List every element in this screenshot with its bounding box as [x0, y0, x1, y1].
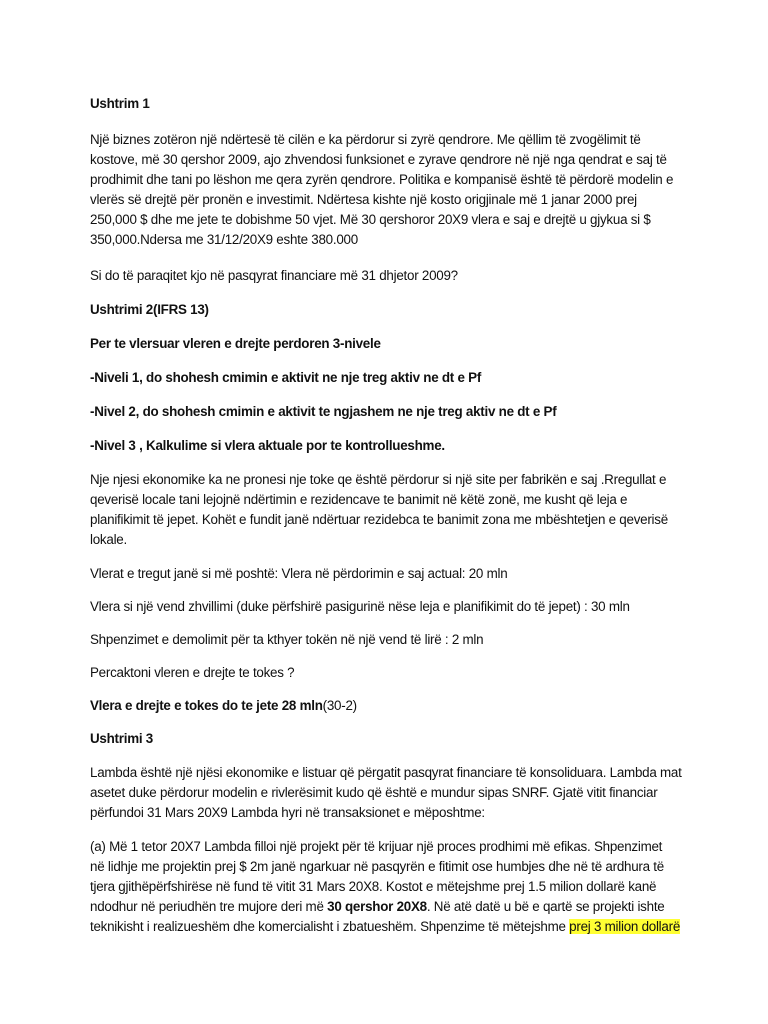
text-line — [90, 917, 680, 937]
exercise-1-paragraph — [90, 130, 680, 250]
text-segment: ndodhur në periudhën tre mujore deri më — [90, 899, 328, 914]
exercise-3-heading: Ushtrimi 3 — [90, 731, 153, 746]
text-line: lokale. — [90, 532, 127, 547]
exercise-3-item-a — [90, 837, 680, 937]
fair-value-level-1: -Niveli 1, do shohesh cmimin e aktivit ne nje treg aktiv ne dt e Pf — [90, 370, 482, 385]
fair-value-level-3: -Nivel 3 , Kalkulime si vlera aktuale por te kontrollueshme. — [90, 438, 445, 453]
exercise-2-question: Percaktoni vleren e drejte te tokes ? — [90, 665, 295, 680]
exercise-1-heading: Ushtrim 1 — [90, 96, 150, 111]
text-line: tjera gjithëpërfshirëse në fund të vitit 31 Mars 20X8. Kostot e mëtejshme prej 1.5 milion dollarë kanë — [90, 879, 657, 894]
exercise-1-question: Si do të paraqitet kjo në pasqyrat financiare më 31 dhjetor 2009? — [90, 268, 458, 283]
exercise-2-paragraph — [90, 470, 680, 550]
answer-bold-text: Vlera e drejte e tokes do te jete 28 mln — [90, 698, 323, 713]
text-line: vlerës së drejtë për pronën e investimit. Ndërtesa kishte një kosto origjinale më 1 janar 2000 prej — [90, 192, 637, 207]
text-line: (a) Më 1 tetor 20X7 Lambda filloi një projekt për të krijuar një proces prodhimi më efikas. Shpenzimet — [90, 839, 663, 854]
text-segment: . Në atë datë u bë e qartë se projekti ishte — [426, 899, 665, 914]
highlighted-text: prej 3 milion dollarë — [569, 919, 681, 934]
fair-value-level-2: -Nivel 2, do shohesh cmimin e aktivit te ngjashem ne nje treg aktiv ne dt e Pf — [90, 404, 557, 419]
text-line: Nje njesi ekonomike ka ne pronesi nje toke qe është përdorur si një site per fabrikën e saj .Rregullat e — [90, 472, 667, 487]
text-line: qeverisë locale tani lejojnë ndërtimin e rezidencave te banimit në këtë zonë, me kusht që leja e — [90, 492, 628, 507]
text-line: asetet duke përdorur modelin e rivlerësimit kudo që është e mundur sipas SNRF. Gjatë vitit financiar — [90, 785, 658, 800]
text-line: 350,000.Ndersa me 31/12/20X9 eshte 380.000 — [90, 232, 358, 247]
fair-value-levels-intro: Per te vlersuar vleren e drejte perdoren 3-nivele — [90, 336, 381, 351]
text-line: 250,000 $ dhe me jete te dobishme 50 vjet. Më 30 qershoror 20X9 vlera e saj e drejtë u gjykua si $ — [90, 212, 651, 227]
exercise-3-paragraph — [90, 763, 680, 823]
text-line: përfundoi 31 Mars 20X9 Lambda hyri në transaksionet e mëposhtme: — [90, 805, 485, 820]
text-line: në lidhje me projektin prej $ 2m janë ngarkuar në pasqyrën e fitimit ose humbjes dhe në të ardhura të — [90, 859, 664, 874]
document-body — [90, 94, 680, 951]
text-line: Lambda është një njësi ekonomike e listuar që përgatit pasqyrat financiare të konsoliduara. Lambda mat — [90, 765, 682, 780]
demolition-cost-line: Shpenzimet e demolimit për ta kthyer tokën në një vend të lirë : 2 mln — [90, 632, 484, 647]
exercise-2-answer — [90, 696, 680, 716]
exercise-2-heading: Ushtrimi 2(IFRS 13) — [90, 302, 209, 317]
text-line: kostove, më 30 qershor 2009, ajo zhvendosi funksionet e zyrave qendrore në një nga qendrat e saj të — [90, 152, 667, 167]
answer-formula: (30-2) — [322, 698, 357, 713]
market-values-line: Vlerat e tregut janë si më poshtë: Vlera në përdorimin e saj actual: 20 mln — [90, 566, 508, 581]
bold-date: 30 qershor 20X8 — [327, 899, 427, 914]
development-value-line: Vlera si një vend zhvillimi (duke përfshirë pasigurinë nëse leja e planifikimit do të jepet) : 30 mln — [90, 599, 630, 614]
text-line: Një biznes zotëron një ndërtesë të cilën e ka përdorur si zyrë qendrore. Me qëllim të zvogëlimit të — [90, 132, 641, 147]
text-line — [90, 897, 680, 917]
text-line: planifikimit të jepet. Kohët e fundit janë ndërtuar rezidebca te banimit zona me mbështetjen e qeverisë — [90, 512, 668, 527]
text-segment: teknikisht i realizueshëm dhe komercialisht i zbatueshëm. Shpenzime të mëtejshme — [90, 919, 570, 934]
text-line: prodhimit dhe tani po lëshon me qera zyrën qendrore. Politika e kompanisë është të përdorë modelin e — [90, 172, 674, 187]
